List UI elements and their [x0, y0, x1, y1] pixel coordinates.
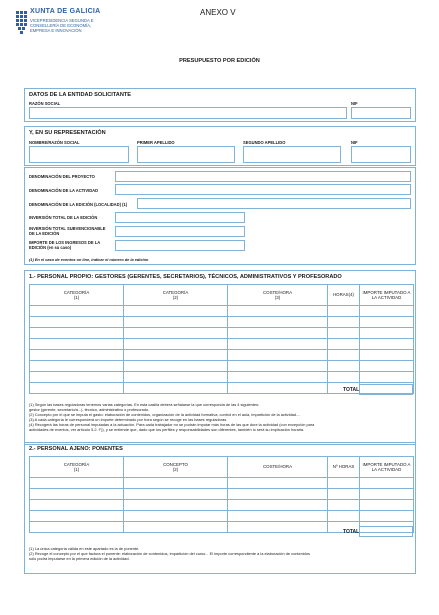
first-surname-field[interactable]	[137, 146, 235, 163]
representative-section-title: Y, EN SU REPRESENTACIÓN	[29, 130, 106, 136]
second-surname-field[interactable]	[243, 146, 341, 163]
org-subtitle: VICEPRESIDENCIA SEGUNDA E CONSELLERÍA DE ECONOMÍA, EMPRESA E INNOVACIÓN	[30, 18, 94, 34]
col-header-concept: CONCEPTO (2)	[124, 457, 228, 478]
col-header-hours: HORAS(4)	[328, 285, 360, 306]
company-name-field[interactable]	[29, 107, 347, 119]
external-staff-section	[24, 442, 416, 574]
table-row	[30, 489, 414, 500]
total-investment-field[interactable]	[115, 212, 245, 223]
own-staff-notes: (1) Según las bases reguladoras tenemos varias categorías. En esta casilla deberá señalarse la que corresponda de las 4 siguientes: gestor (gerente, secretario/a...), técnico, administrativo o profesorado. (2) Concepto por el que se imputa el gasto: elaboración de contenidos, organización de la actividad formativa, control en el aula, impartición de la actividad.... (3) A cada categoría le corresponderá un importe determinado por hora según se recoge en las bases reguladoras. (4) Recogerá las horas de personal imputadas a la actuación. Para cada trabajador no se podrán imputar más horas de las que dure la actividad (con excepción para actividades de eventos, ver artículo 5.2. f")), y se entiende que, dado que los perfiles y responsabilidades son diferentes, también lo será su implicación horaria.	[29, 402, 315, 432]
external-staff-total-label: TOTAL	[343, 529, 360, 535]
table-row	[30, 317, 414, 328]
eligible-investment-label: INVERSIÓN TOTAL SUBVENCIONABLE DE LA EDICIÓN	[29, 226, 106, 236]
total-investment-label: INVERSIÓN TOTAL DE LA EDICIÓN	[29, 215, 98, 220]
org-name: XUNTA DE GALICIA	[30, 8, 101, 15]
table-row	[30, 328, 414, 339]
document-title: PRESUPUESTO POR EDICIÓN	[179, 58, 260, 64]
external-staff-header-row	[30, 457, 414, 478]
table-row	[30, 500, 414, 511]
own-staff-header-row	[30, 285, 414, 306]
project-name-label: DENOMINACIÓN DEL PROYECTO	[29, 174, 95, 179]
col-header-category-2: CATEGORÍA (2)	[124, 285, 228, 306]
xunta-logo-icon	[15, 10, 27, 36]
applicant-nif-field[interactable]	[351, 107, 411, 119]
income-label: IMPORTE DE LOS INGRESOS DE LA EDICIÓN (en su caso)	[29, 240, 101, 250]
col-header-amount: IMPORTE IMPUTADO A LA ACTIVIDAD	[360, 457, 414, 478]
table-row	[30, 339, 414, 350]
own-staff-table	[29, 284, 414, 394]
second-surname-label: SEGUNDO APELLIDO	[243, 140, 286, 145]
external-staff-total-field[interactable]	[359, 526, 413, 537]
table-row	[30, 372, 414, 383]
table-row	[30, 478, 414, 489]
rep-name-field[interactable]	[29, 146, 129, 163]
company-name-label: RAZÓN SOCIAL	[29, 101, 61, 106]
col-header-amount: IMPORTE IMPUTADO A LA ACTIVIDAD	[360, 285, 414, 306]
rep-nif-label: NIF	[351, 140, 358, 145]
representative-section	[24, 126, 416, 166]
col-header-cost-per-hour: COSTE/HORA	[228, 457, 328, 478]
table-row	[30, 511, 414, 522]
edition-name-label: DENOMINACIÓN DE LA EDICIÓN (LOCALIDAD) (1)	[29, 202, 128, 207]
col-header-num-hours: Nº HORAS	[328, 457, 360, 478]
rep-nif-field[interactable]	[351, 146, 411, 163]
external-staff-section-title: 2.- PERSONAL AJENO: PONENTES	[29, 446, 123, 452]
rep-name-label: NOMBRE/RAZÓN SOCIAL	[29, 140, 80, 145]
table-row	[30, 306, 414, 317]
own-staff-total-label: TOTAL	[343, 387, 360, 393]
applicant-section-title: DATOS DE LA ENTIDAD SOLICITANTE	[29, 92, 132, 98]
table-row	[30, 361, 414, 372]
annex-label: ANEXO V	[200, 8, 236, 17]
external-staff-notes: (1) La única categoría válida en este apartado es la de ponente. (2) Recoge el concepto por el que factura el ponente: elaboración de contenidos, impartición del curso... El importe correspondiente a la elaboración de contenidos sólo podrá imputarse en la primera edición de la actividad.	[29, 546, 310, 561]
applicant-section	[24, 88, 416, 122]
own-staff-section-title: 1.- PERSONAL PROPIO: GESTORES (GERENTES, SECRETARIOS), TÉCNICOS, ADMINISTRATIVOS Y PROFESORADO	[29, 274, 342, 280]
income-field[interactable]	[115, 240, 245, 251]
own-staff-section	[24, 270, 416, 445]
edition-name-field[interactable]	[137, 198, 411, 209]
col-header-cost-per-hour: COSTE/HORA (3)	[228, 285, 328, 306]
external-staff-table	[29, 456, 414, 533]
first-surname-label: PRIMER APELLIDO	[137, 140, 175, 145]
project-note: (1) En el caso de eventos on line, indicar el número de la edición	[29, 257, 149, 262]
table-row	[30, 350, 414, 361]
eligible-investment-field[interactable]	[115, 226, 245, 237]
project-section	[24, 167, 416, 265]
col-header-category: CATEGORÍA (1)	[30, 285, 124, 306]
own-staff-total-field[interactable]	[359, 384, 413, 395]
col-header-category: CATEGORÍA (1)	[30, 457, 124, 478]
activity-name-field[interactable]	[115, 184, 411, 195]
project-name-field[interactable]	[115, 171, 411, 182]
activity-name-label: DENOMINACIÓN DE LA ACTIVIDAD	[29, 188, 99, 193]
applicant-nif-label: NIF	[351, 101, 358, 106]
